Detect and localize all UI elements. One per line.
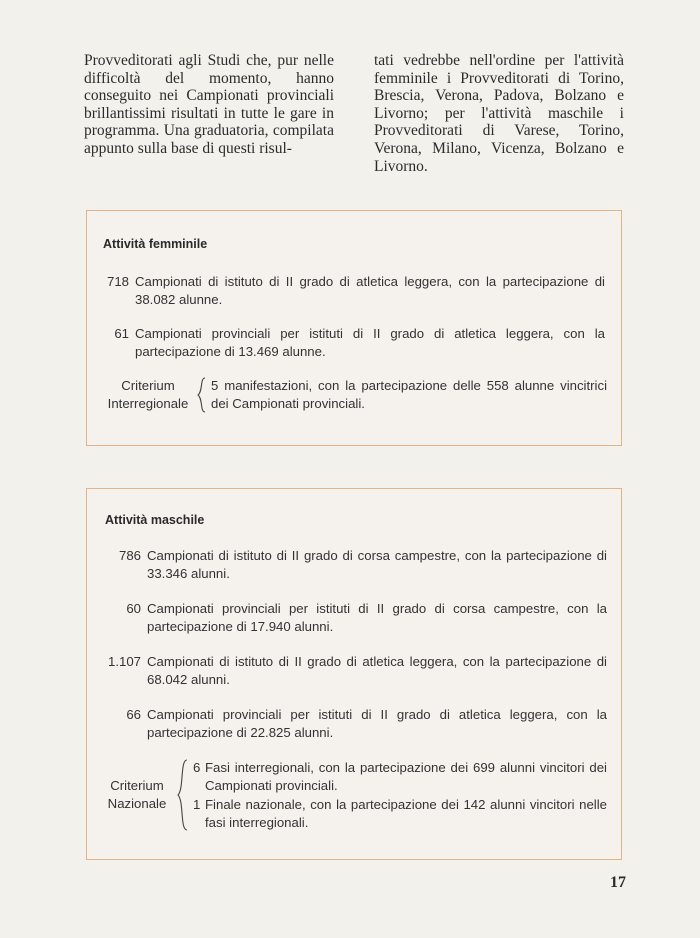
entry-text: Campionati di istituto di II grado di atletica leggera, con la partecipazione di 68.042 alunni. [147,654,607,687]
item-number: 1 [193,797,201,812]
criterium-label [101,759,173,831]
entry-number: 60 [126,601,141,616]
entry-number: 61 [114,326,129,341]
criterium-text: 5 manifestazioni, con la partecipazione delle 558 alunne vincitrici dei Campionati provinciali. [211,378,607,411]
entry-number: 786 [118,548,141,563]
femminile-title: Attività femminile [103,237,208,251]
page-number: 17 [610,874,626,891]
brace-icon [175,759,191,831]
maschile-entry [103,706,607,741]
item-number: 6 [193,760,201,775]
entry-number: 66 [126,707,141,722]
maschile-title: Attività maschile [105,513,205,527]
femminile-entry [101,325,605,360]
criterium-label-line2: Interregionale [107,395,189,411]
item-text: Fasi interregionali, con la partecipazione dei 699 alunni vincitori dei Campionati provinciali. [205,760,607,793]
criterium-items [193,759,607,831]
femminile-entry [101,273,605,308]
criterium-item [193,796,607,831]
entry-number: 718 [106,274,129,289]
entry-text: Campionati provinciali per istituti di II grado di corsa campestre, con la partecipazione di 17.940 alunni. [147,601,607,634]
criterium-interregionale [103,377,607,413]
criterium-item [193,759,607,794]
entry-text: Campionati provinciali per istituti di II grado di atletica leggera, con la partecipazione di 13.469 alunne. [135,326,605,359]
entry-text: Campionati di istituto di II grado di corsa campestre, con la partecipazione di 33.346 alunni. [147,548,607,581]
entry-text: Campionati provinciali per istituti di II grado di atletica leggera, con la partecipazione di 22.825 alunni. [147,707,607,740]
maschile-entry [103,600,607,635]
entry-text: Campionati di istituto di II grado di atletica leggera, con la partecipazione di 38.082 alunne. [135,274,605,307]
entry-number: 1.107 [107,654,141,669]
criterium-nazionale [101,759,607,831]
intro-text [84,52,624,175]
criterium-label [103,377,193,413]
intro-column-left: Provveditorati agli Studi che, pur nelle difficoltà del momento, hanno conseguito nei Campionati provinciali brillantissimi risultati in tutte le gare in programma. Una graduatoria, compilata appunto sulla base di questi risul- [84,52,334,157]
maschile-entry [103,547,607,582]
criterium-label-line2: Nazionale [107,795,167,811]
item-text: Finale nazionale, con la partecipazione dei 142 alunni vincitori nelle fasi interregionali. [205,797,607,830]
femminile-box [86,210,622,446]
intro-column-right: tati vedrebbe nell'ordine per l'attività femminile i Provveditorati di Torino, Brescia, Verona, Padova, Bolzano e Livorno; per l'attività maschile i Provveditorati di Varese, Torino, Verona, Milano, Vicenza, Bolzano e Livorno. [374,52,624,175]
maschile-entry [103,653,607,688]
criterium-label-line1: Criterium [121,378,175,393]
brace-icon [195,377,209,413]
maschile-box [86,488,622,860]
criterium-label-line1: Criterium [110,778,164,793]
